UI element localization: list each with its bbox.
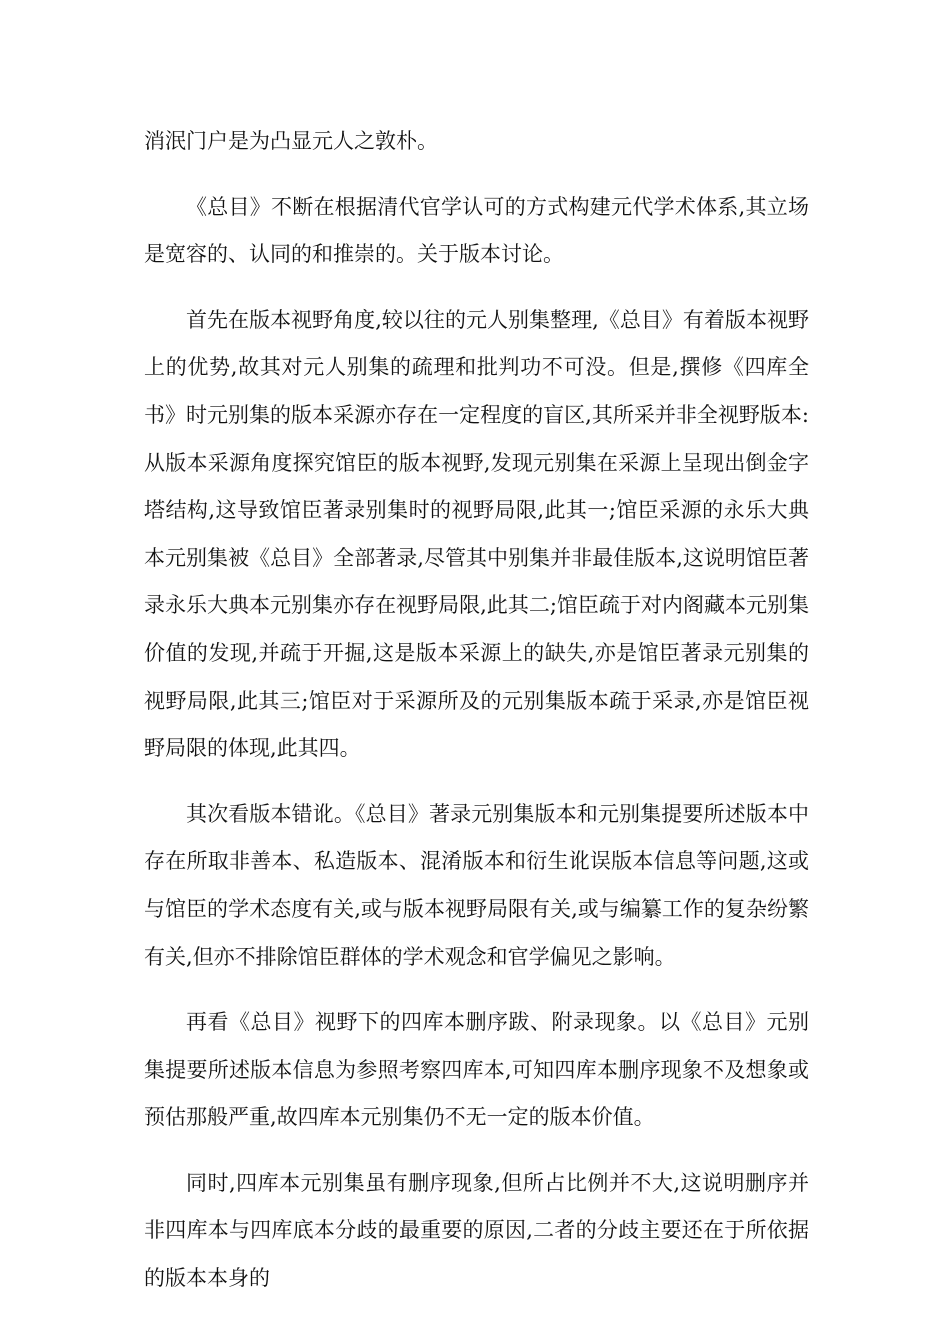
paragraph-preface-deletion: 再看《总目》视野下的四库本删序跋、附录现象。以《总目》元别集提要所述版本信息为参照考察四库本,可知四库本删序现象不及想象或预估那般严重,故四库本元别集仍不无一定的版本价值。 [144,1010,809,1130]
document-page [144,118,809,1321]
paragraph-edition-vision: 首先在版本视野角度,较以往的元人别集整理,《总目》有着版本视野上的优势,故其对元人别集的疏理和批判功不可没。但是,撰修《四库全书》时元别集的版本采源亦存在一定程度的盲区,其所采并非全视野版本:从版本采源角度探究馆臣的版本视野,发现元别集在采源上呈现出倒金字塔结构,这导致馆臣著录别集时的视野局限,此其一;馆臣采源的永乐大典本元别集被《总目》全部著录,尽管其中别集并非最佳版本,这说明馆臣著录永乐大典本元别集亦存在视野局限,此其二;馆臣疏于对内阁藏本元别集价值的发现,并疏于开掘,这是版本采源上的缺失,亦是馆臣著录元别集的视野局限,此其三;馆臣对于采源所及的元别集版本疏于采录,亦是馆臣视野局限的体现,此其四。 [144,307,809,761]
paragraph-continuation: 消泯门户是为凸显元人之敦朴。 [144,129,438,153]
paragraph-edition-errors: 其次看版本错讹。《总目》著录元别集版本和元别集提要所述版本中存在所取非善本、私造版本、混淆版本和衍生讹误版本信息等问题,这或与馆臣的学术态度有关,或与版本视野局限有关,或与编纂工作的复杂纷繁有关,但亦不排除馆臣群体的学术观念和官学偏见之影响。 [144,801,809,969]
paragraph-academic-system: 《总目》不断在根据清代官学认可的方式构建元代学术体系,其立场是宽容的、认同的和推崇的。关于版本讨论。 [144,194,809,267]
paragraph-divergence: 同时,四库本元别集虽有删序现象,但所占比例并不大,这说明删序并非四库本与四库底本分歧的最重要的原因,二者的分歧主要还在于所依据的版本本身的 [144,1170,809,1291]
